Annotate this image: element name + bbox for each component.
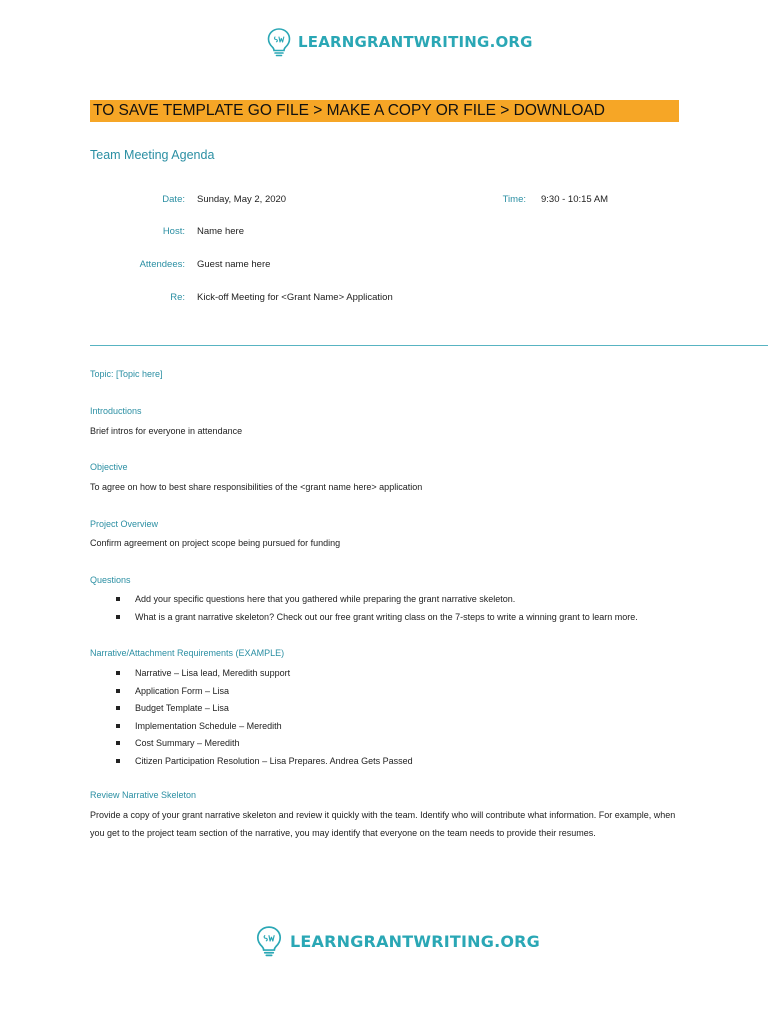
top-logo bbox=[266, 27, 533, 57]
questions-heading: Questions bbox=[90, 575, 131, 585]
list-item: What is a grant narrative skeleton? Check out our free grant writing class on the 7-steps to write a winning grant to learn more. bbox=[90, 612, 638, 630]
list-item: Add your specific questions here that you gathered while preparing the grant narrative skeleton. bbox=[90, 594, 638, 612]
bullet-icon bbox=[116, 741, 120, 745]
bullet-icon bbox=[116, 724, 120, 728]
bullet-icon bbox=[116, 671, 120, 675]
attendees-label: Attendees: bbox=[139, 259, 185, 270]
project-overview-heading: Project Overview bbox=[90, 519, 159, 529]
list-item: Budget Template – Lisa bbox=[90, 703, 413, 721]
objective-heading: Objective bbox=[90, 462, 128, 472]
introductions-text: Brief intros for everyone in attendance bbox=[90, 426, 243, 436]
time-label: Time: bbox=[502, 194, 526, 205]
bullet-icon bbox=[116, 615, 120, 619]
re-label: Re: bbox=[170, 292, 185, 303]
save-template-banner: TO SAVE TEMPLATE GO FILE > MAKE A COPY OR FILE > DOWNLOAD bbox=[90, 100, 679, 122]
questions-list bbox=[90, 594, 638, 629]
list-item: Application Form – Lisa bbox=[90, 686, 413, 704]
requirements-list bbox=[90, 668, 413, 773]
list-item: Narrative – Lisa lead, Meredith support bbox=[90, 668, 413, 686]
host-value: Name here bbox=[197, 226, 244, 237]
lightbulb-icon bbox=[255, 925, 283, 957]
page-title: Team Meeting Agenda bbox=[90, 148, 215, 162]
project-overview-text: Confirm agreement on project scope being pursued for funding bbox=[90, 538, 341, 548]
objective-text: To agree on how to best share responsibilities of the <grant name here> application bbox=[90, 482, 423, 492]
date-value: Sunday, May 2, 2020 bbox=[197, 194, 287, 205]
host-label: Host: bbox=[162, 226, 185, 237]
re-value: Kick-off Meeting for <Grant Name> Application bbox=[197, 292, 393, 303]
section-divider bbox=[90, 345, 768, 346]
list-item: Implementation Schedule – Meredith bbox=[90, 721, 413, 739]
time-value: 9:30 - 10:15 AM bbox=[541, 194, 609, 205]
list-item: Citizen Participation Resolution – Lisa Prepares. Andrea Gets Passed bbox=[90, 756, 413, 774]
logo-wordmark: LEARNGRANTWRITING.ORG bbox=[290, 931, 541, 951]
requirements-heading: Narrative/Attachment Requirements (EXAMPLE) bbox=[90, 648, 285, 658]
bullet-icon bbox=[116, 759, 120, 763]
list-item: Cost Summary – Meredith bbox=[90, 738, 413, 756]
introductions-heading: Introductions bbox=[90, 406, 142, 416]
bullet-icon bbox=[116, 706, 120, 710]
bullet-icon bbox=[116, 689, 120, 693]
bottom-logo bbox=[255, 925, 540, 957]
logo-wordmark: LEARNGRANTWRITING.ORG bbox=[298, 33, 533, 51]
bullet-icon bbox=[116, 597, 120, 601]
topic-heading: Topic: [Topic here] bbox=[90, 369, 163, 379]
attendees-value: Guest name here bbox=[197, 259, 271, 270]
review-heading: Review Narrative Skeleton bbox=[90, 790, 197, 800]
lightbulb-icon bbox=[266, 27, 292, 57]
date-label: Date: bbox=[162, 194, 185, 205]
review-text: Provide a copy of your grant narrative skeleton and review it quickly with the team. Identify who will contribute what information. For example, when you get to the project team section of the narrative, you may identify that everyone on the team needs to provide their resumes. bbox=[90, 810, 676, 838]
